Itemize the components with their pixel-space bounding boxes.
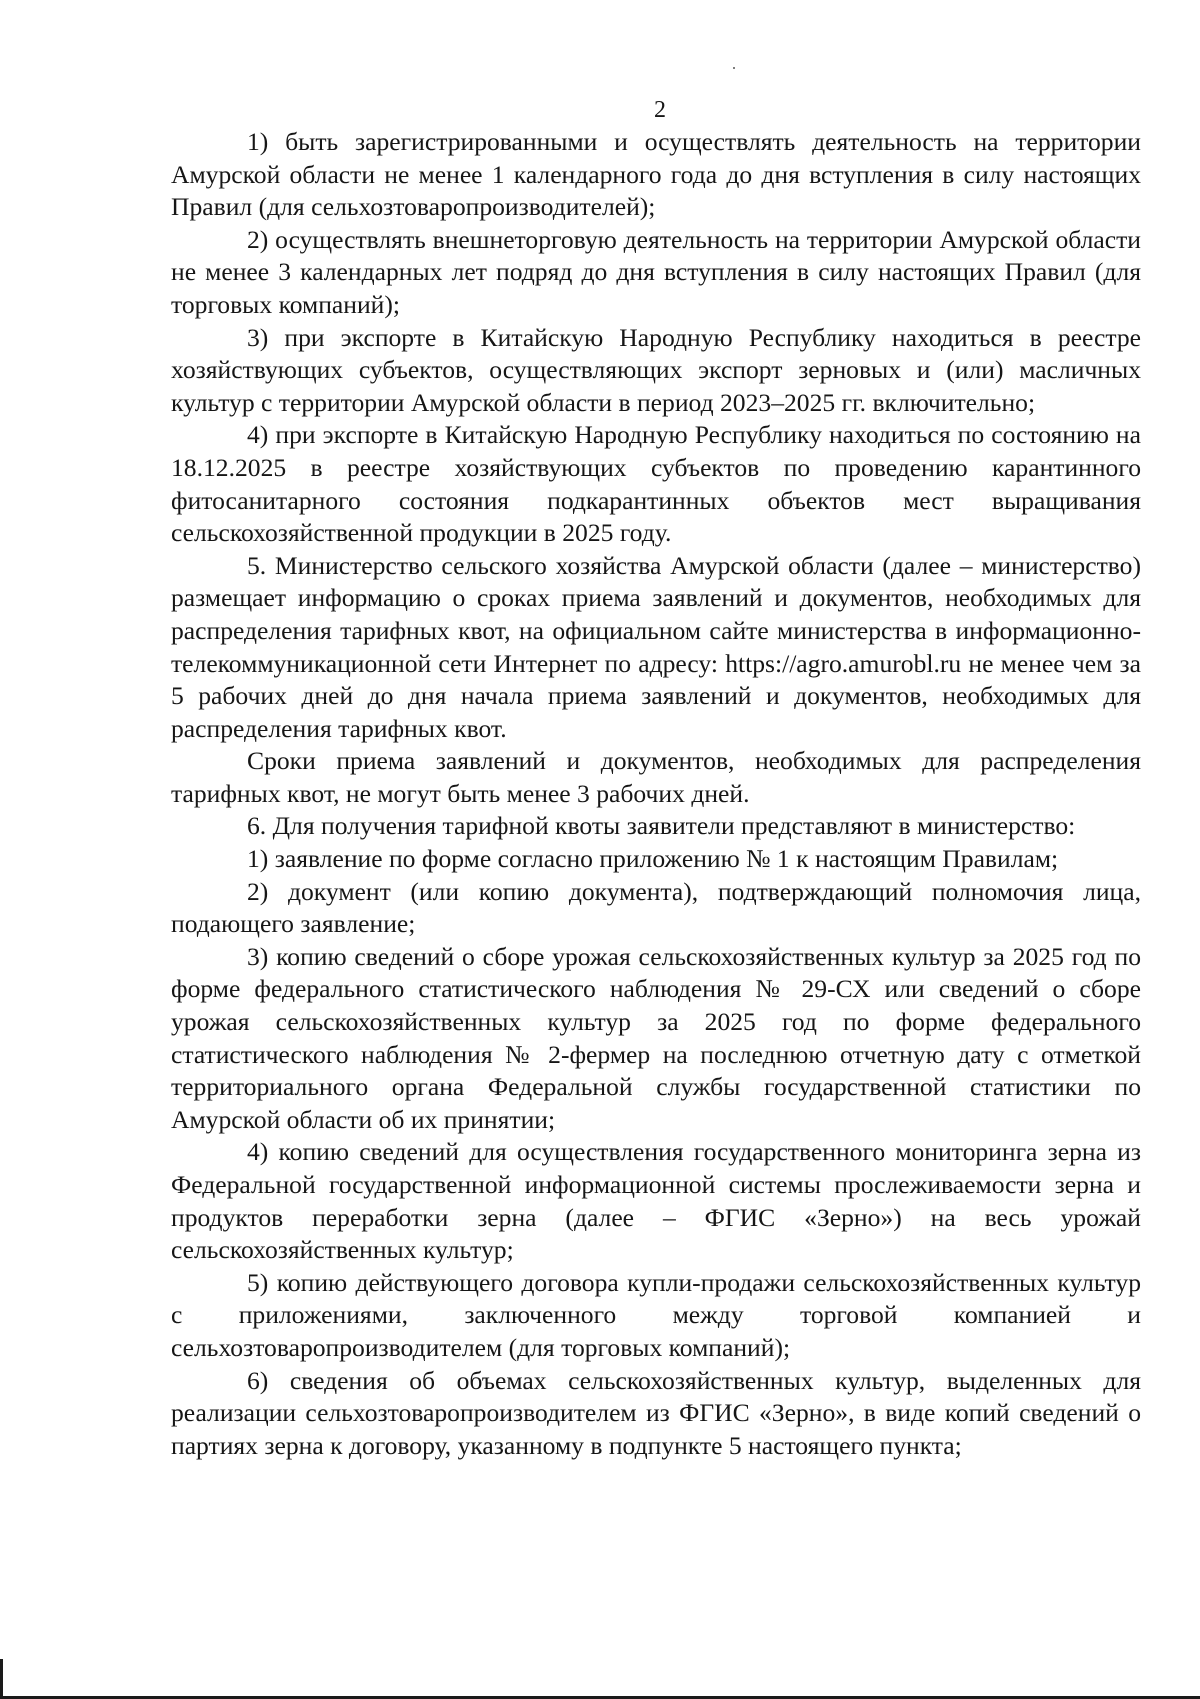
paragraph-5: 5. Министерство сельского хозяйства Амурской области (далее – министерство) размещает информацию о сроках приема заявлений и документов, необходимых для распределения тарифных квот, на официальном сайте министерства в информационно-телекоммуникационной сети Интернет по адресу: https://agro.amurobl.ru не менее чем за 5 рабочих дней до дня начала приема заявлений и документов, необходимых для распределения тарифных квот. [171,550,1141,743]
scan-artifact-dot [733,67,735,69]
paragraph-4: 4) при экспорте в Китайскую Народную Республику находиться по состоянию на 18.12.2025 в реестре хозяйствующих субъектов по проведению карантинного фитосанитарного состояния подкарантинных объектов мест выращивания сельскохозяйственной продукции в 2025 году. [171,420,1141,548]
paragraph-10: 3) копию сведений о сборе урожая сельскохозяйственных культур за 2025 год по форме федерального статистического наблюдения № 29-СХ или сведений о сборе урожая сельскохозяйственных культур за 2025 год по форме федерального статистического наблюдения № 2-фермер на последнюю отчетную дату с отметкой территориального органа Федеральной службы государственной статистики по Амурской области об их принятии; [171,941,1141,1134]
paragraph-12: 5) копию действующего договора купли-продажи сельскохозяйственных культур с приложениями, заключенного между торговой компанией и сельхозтоваропроизводителем (для торговых компаний); [171,1267,1141,1362]
paragraph-2: 2) осуществлять внешнеторговую деятельность на территории Амурской области не менее 3 календарных лет подряд до дня вступления в силу настоящих Правил (для торговых компаний); [171,224,1141,319]
paragraph-13: 6) сведения об объемах сельскохозяйственных культур, выделенных для реализации сельхозтоваропроизводителем из ФГИС «Зерно», в виде копий сведений о партиях зерна к договору, указанному в подпункте 5 настоящего пункта; [171,1365,1141,1460]
paragraph-1: 1) быть зарегистрированными и осуществлять деятельность на территории Амурской области не менее 1 календарного года до дня вступления в силу настоящих Правил (для сельхозтоваропроизводителей); [171,127,1141,222]
paragraph-6: Сроки приема заявлений и документов, необходимых для распределения тарифных квот, не могут быть менее 3 рабочих дней. [171,746,1141,808]
scan-edge-left [0,1659,3,1699]
paragraph-7: 6. Для получения тарифной квоты заявители представляют в министерство: [247,811,1076,841]
paragraph-11: 4) копию сведений для осуществления государственного мониторинга зерна из Федеральной государственной информационной системы прослеживаемости зерна и продуктов переработки зерна (далее – ФГИС «Зерно») на весь урожай сельскохозяйственных культур; [171,1137,1141,1265]
page-number: 2 [654,97,666,123]
paragraph-3: 3) при экспорте в Китайскую Народную Республику находиться в реестре хозяйствующих субъектов, осуществляющих экспорт зерновых и (или) масличных культур с территории Амурской области в период 2023–2025 гг. включительно; [171,322,1141,417]
paragraph-8: 1) заявление по форме согласно приложению № 1 к настоящим Правилам; [247,844,1059,874]
paragraph-9: 2) документ (или копию документа), подтверждающий полномочия лица, подающего заявление; [171,876,1141,939]
document-body [171,126,1141,1462]
